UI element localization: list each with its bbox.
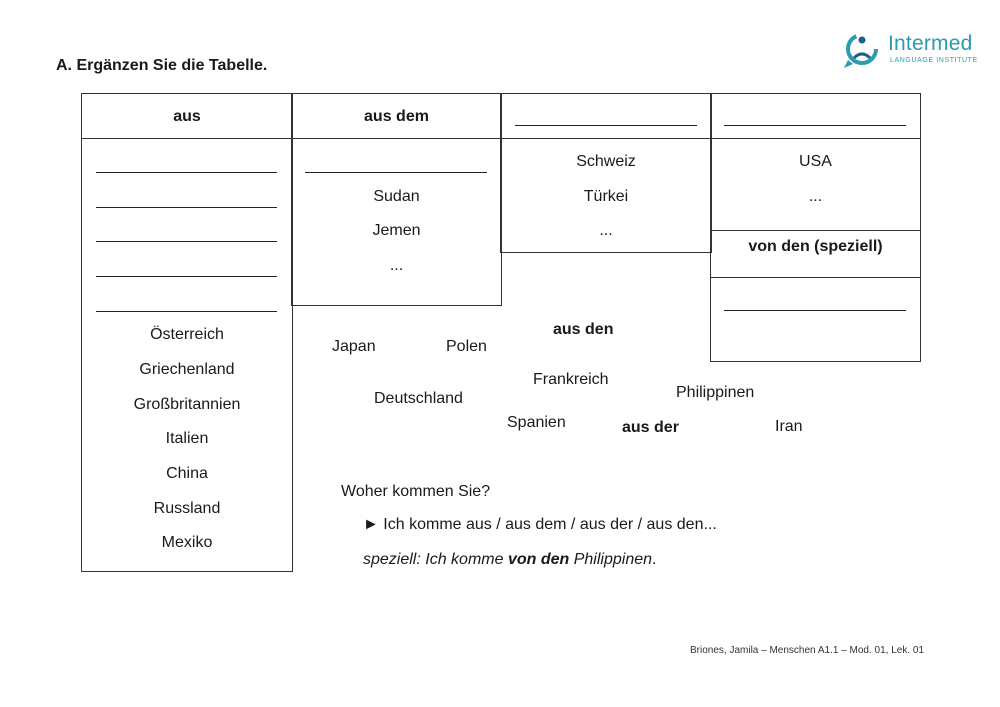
word-deutschland: Deutschland xyxy=(374,390,463,407)
country-tuerkei: Türkei xyxy=(583,188,629,205)
word-japan: Japan xyxy=(332,338,376,355)
blank-line[interactable] xyxy=(96,172,277,173)
logo-icon xyxy=(840,28,886,72)
column-aus-den xyxy=(710,93,921,362)
word-polen: Polen xyxy=(446,338,487,355)
ellipsis: ... xyxy=(808,188,823,205)
ellipsis: ... xyxy=(389,257,404,274)
blank-line[interactable] xyxy=(96,241,277,242)
intermed-logo xyxy=(840,28,980,72)
word-aus-den: aus den xyxy=(553,321,614,338)
special-note-prefix: speziell: Ich komme xyxy=(363,551,508,568)
logo-subtitle: LANGUAGE INSTITUTE xyxy=(890,57,978,64)
blank-line[interactable] xyxy=(96,311,277,312)
question-text: Woher kommen Sie? xyxy=(341,483,491,500)
logo-name: Intermed xyxy=(888,32,973,55)
blank-line[interactable] xyxy=(724,310,906,311)
blank-line[interactable] xyxy=(96,207,277,208)
country-oesterreich: Österreich xyxy=(150,326,224,343)
word-aus-der: aus der xyxy=(622,419,679,436)
country-schweiz: Schweiz xyxy=(576,153,636,170)
word-spanien: Spanien xyxy=(507,414,566,431)
column-aus-den-header-divider xyxy=(710,138,921,139)
column-aus-dem-header-divider xyxy=(291,138,502,139)
special-section-bottom-divider xyxy=(710,277,921,278)
special-note-bold: von den xyxy=(507,551,570,568)
country-griechenland: Griechenland xyxy=(139,361,235,378)
worksheet-heading: A. Ergänzen Sie die Tabelle. xyxy=(56,57,268,74)
country-grossbritannien: Großbritannien xyxy=(133,396,241,413)
answer-text: Ich komme aus / aus dem / aus der / aus den... xyxy=(383,516,717,533)
column-aus-der-header-divider xyxy=(500,138,712,139)
special-header-von-den: von den (speziell) xyxy=(748,238,883,255)
answer-line xyxy=(363,516,717,534)
word-philippinen: Philippinen xyxy=(676,384,755,401)
special-note-suffix: Philippinen xyxy=(569,551,653,568)
arrow-icon: ► xyxy=(363,516,379,533)
country-usa: USA xyxy=(799,153,832,170)
header-blank-line[interactable] xyxy=(515,125,697,126)
column-aus-dem-header: aus dem xyxy=(364,108,429,125)
header-blank-line[interactable] xyxy=(724,125,906,126)
word-iran: Iran xyxy=(775,418,803,435)
special-note xyxy=(363,551,656,569)
ellipsis: ... xyxy=(599,222,613,239)
word-frankreich: Frankreich xyxy=(533,371,609,388)
blank-line[interactable] xyxy=(96,276,277,277)
column-aus-header-divider xyxy=(81,138,293,139)
special-section-top-divider xyxy=(710,230,921,231)
country-italien: Italien xyxy=(165,430,209,447)
country-russland: Russland xyxy=(153,500,221,517)
blank-line[interactable] xyxy=(305,172,487,173)
country-china: China xyxy=(166,465,208,482)
country-mexiko: Mexiko xyxy=(161,534,213,551)
column-aus-header: aus xyxy=(173,108,201,125)
special-note-period: . xyxy=(652,551,657,568)
country-sudan: Sudan xyxy=(373,188,420,205)
footer-credit: Briones, Jamila – Menschen A1.1 – Mod. 01, Lek. 01 xyxy=(690,645,925,656)
country-jemen: Jemen xyxy=(372,222,421,239)
